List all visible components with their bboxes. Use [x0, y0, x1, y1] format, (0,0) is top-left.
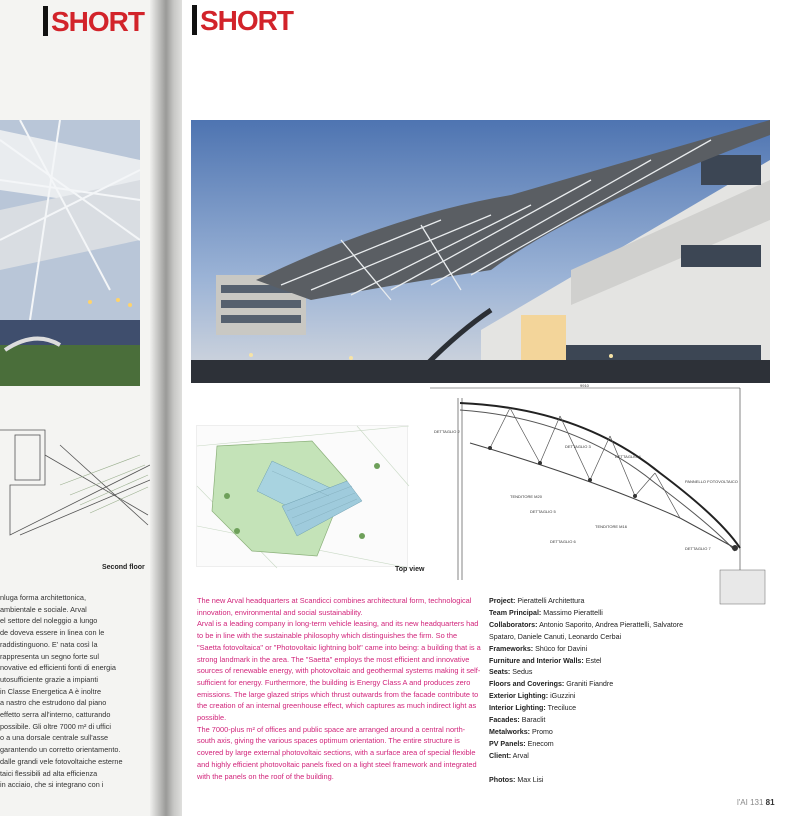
- text-line: taici flessibili ad alta efficienza: [0, 768, 98, 778]
- header-bar: [43, 6, 48, 36]
- text-line: de doveva essere in linea con le: [0, 628, 105, 638]
- body-paragraph: The new Arval headquarters at Scandicci combines architectural form, technological innovation, environmental and social sustainability.: [197, 596, 472, 617]
- label-dimension: 9910: [580, 383, 589, 388]
- text-line: ambientale e sociale. Arval: [0, 604, 87, 614]
- text-line: raddistinguono. E' nata così la: [0, 639, 98, 649]
- credit-item: Frameworks: Shüco for Davini: [489, 644, 588, 653]
- credit-item: Project: Pierattelli Architettura: [489, 597, 585, 605]
- page-number: 81: [765, 798, 775, 807]
- label-d2: DETTAGLIO 2: [434, 429, 460, 434]
- credit-item: Furniture and Interior Walls: Estel: [489, 656, 602, 665]
- text-line: utosufficiente grazie a impianti: [0, 674, 99, 684]
- top-view-caption: Top view: [395, 566, 425, 573]
- text-line: nluga forma architettonica,: [0, 593, 86, 602]
- text-line: novative ed efficienti fonti di energia: [0, 663, 116, 673]
- text-line: possibile. Gli oltre 7000 m² di uffici: [0, 721, 111, 731]
- text-line: o a una dorsale centrale sull'asse: [0, 733, 109, 743]
- credit-item: Client: Arval: [489, 751, 529, 760]
- credit-item: Seats: Sedus: [489, 668, 533, 677]
- building-illustration: [191, 120, 770, 383]
- credit-item: Team Principal: Massimo Pierattelli: [489, 608, 603, 617]
- label-d5: DETTAGLIO 5: [530, 509, 556, 514]
- header-bar: [192, 5, 197, 35]
- label-t2: TENDITORE M16: [595, 524, 627, 529]
- body-paragraph: Arval is a leading company in long-term vehicle leasing, and its new headquarters had to be in line with the sustainable philosophy which distinguishes the firm. So the "Saetta fotovoltaica" or "Photovoltaic lightning bolt" came into being: a building that is a strong landmark in the area. The "Saetta" employs the most efficient and innovative sources of renewable energy, with photovoltaic and geothermal systems making it self-sufficient for energy. Furthermore, the building is Energy Class A and produces zero emissions. The large glazed strips which thrust outwards from the facade contribute to the creation of an internal greenhouse effect, which captures as much indirect light as possible.: [197, 619, 481, 723]
- site-plan-drawing: [197, 426, 409, 568]
- label-panel: PANNELLO FOTOVOLTAICO: [685, 479, 738, 484]
- text-line: garantendo un corretto orientamento.: [0, 745, 121, 755]
- text-line: in acciaio, che si integrano con i: [0, 780, 104, 790]
- text-line: effetto serra all'interno, catturando: [0, 710, 111, 720]
- label-d3: DETTAGLIO 3: [565, 444, 591, 449]
- second-floor-plan-drawing: [0, 425, 150, 560]
- credit-item: Metalworks: Promo: [489, 727, 553, 736]
- credit-item: Interior Lighting: Treciluce: [489, 704, 577, 713]
- english-body-text: [197, 595, 482, 782]
- project-credits: [489, 596, 689, 787]
- left-italian-text: [0, 592, 160, 791]
- second-floor-plan: [0, 425, 150, 560]
- label-d6: DETTAGLIO 6: [550, 539, 576, 544]
- credit-item: Exterior Lighting: iGuzzini: [489, 692, 576, 701]
- text-line: a nastro che estrudono dal piano: [0, 698, 107, 708]
- left-canopy-illustration: [0, 120, 140, 386]
- left-page-header: SHORT: [43, 6, 144, 38]
- right-page-header: SHORT: [192, 5, 293, 37]
- page-folio: [737, 798, 775, 807]
- label-d7: DETTAGLIO 7: [685, 546, 711, 551]
- second-floor-caption: Second floor: [102, 564, 145, 571]
- credit-item: Floors and Coverings: Graniti Fiandre: [489, 680, 614, 689]
- photo-credit: Photos: Max Lisi: [489, 775, 544, 784]
- left-canopy-photo: [0, 120, 140, 386]
- credit-item: Collaborators: Antonio Saporito, Andrea Pierattelli, Salvatore Spataro, Daniele Canuti, Leonardo Cerbai: [489, 620, 684, 641]
- credit-item: PV Panels: Enecom: [489, 739, 554, 748]
- text-line: el settore del noleggio a lungo: [0, 616, 98, 626]
- site-plan-top-view: [196, 425, 408, 567]
- credit-item: Facades: Baraclit: [489, 716, 546, 725]
- magazine-issue: l'AI 131: [737, 798, 764, 807]
- body-paragraph: The 7000-plus m² of offices and public space are arranged around a central north-south axis, giving the various spaces optimum orientation. The entire structure is covered by large external photovoltaic sections, with a surface area of special flexible and highly efficient photovoltaic panels fixed on a light steel framework and integrated with the panels on the roof of the building.: [197, 724, 477, 781]
- label-t1: TENDITORE M20: [510, 494, 542, 499]
- canopy-section-svg: [430, 383, 770, 606]
- building-photo: [191, 120, 770, 383]
- canopy-section-drawing: [430, 383, 770, 606]
- text-line: in Classe Energetica A è inoltre: [0, 686, 101, 696]
- label-d4: DETTAGLIO 4: [615, 454, 641, 459]
- text-line: dalle grandi vele fotovoltaiche esterne: [0, 756, 123, 766]
- left-page: [0, 0, 170, 816]
- text-line: rappresenta un segno forte sul: [0, 651, 99, 661]
